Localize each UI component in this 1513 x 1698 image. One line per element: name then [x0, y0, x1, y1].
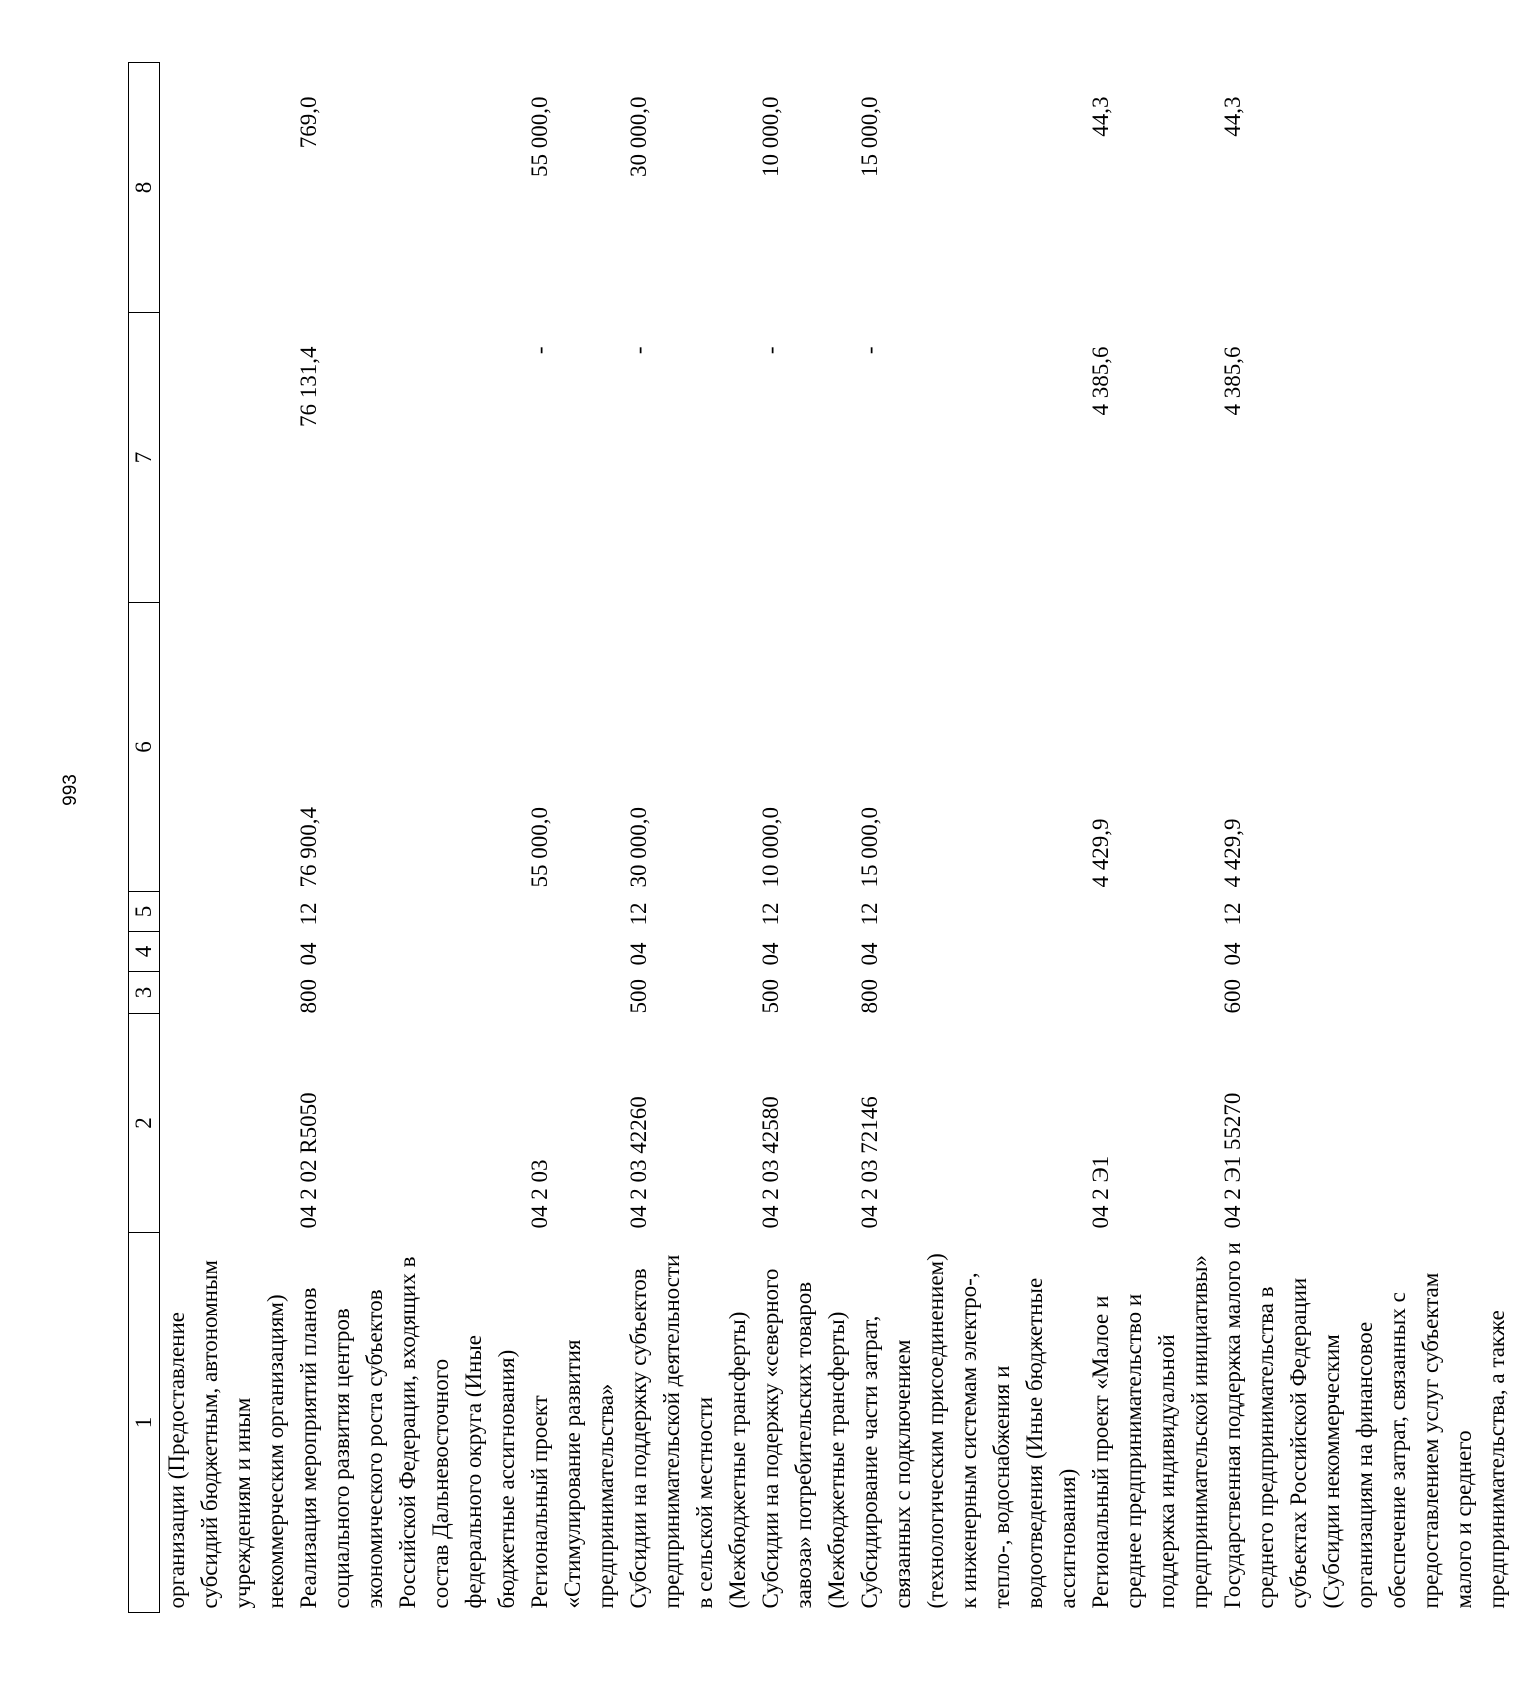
row-col8: 44,3 [1220, 96, 1245, 137]
table-row [160, 63, 293, 1613]
row-code [160, 1014, 293, 1233]
row-col8: 30 000,0 [626, 96, 651, 177]
table-row [523, 63, 622, 1613]
row-col5: 12 [626, 902, 651, 926]
column-header: 8 [129, 63, 160, 313]
row-col6 [160, 603, 293, 892]
table-row [292, 63, 523, 1613]
column-header: 3 [129, 972, 160, 1014]
row-name: Субсидии на поддержку субъектов предпринимательской деятельности в сельской местности (Межбюджетные трансферты) [626, 1254, 750, 1609]
row-col8: 15 000,0 [857, 96, 882, 177]
column-header: 6 [129, 603, 160, 892]
row-col3: 500 [626, 979, 651, 1014]
column-header: 1 [129, 1233, 160, 1613]
table-row [1084, 63, 1216, 1613]
row-code: 04 2 03 42260 [626, 1096, 651, 1229]
row-col4: 04 [296, 942, 321, 966]
row-code: 04 2 03 [527, 1159, 552, 1229]
row-col5: 12 [296, 902, 321, 926]
row-code: 04 2 02 R5050 [296, 1092, 321, 1229]
row-col6: 15 000,0 [857, 807, 882, 888]
budget-table-page [128, 63, 1509, 1613]
row-name: Региональный проект «Малое и среднее предпринимательство и поддержка индивидуальной предпринимательской инициативы» [1088, 1255, 1212, 1609]
row-col3 [523, 972, 622, 1014]
row-col3: 800 [857, 979, 882, 1014]
page-number: 993 [60, 774, 81, 806]
row-col3 [1084, 972, 1216, 1014]
table-row [622, 63, 754, 1613]
row-code: 04 2 Э1 55270 [1220, 1092, 1245, 1229]
table-row [754, 63, 853, 1613]
row-col4: 04 [758, 942, 783, 966]
row-name: Реализация мероприятий планов социального развития центров экономического роста субъектов Российской Федерации, входящих в состав Дальневосточного федерального округа (Иные бюджетные ассигнования) [296, 1256, 519, 1609]
row-col6: 55 000,0 [527, 807, 552, 888]
row-col5 [523, 892, 622, 932]
row-code: 04 2 03 72146 [857, 1096, 882, 1229]
row-name: Региональный проект «Стимулирование развития предпринимательства» [527, 1339, 618, 1609]
row-col7: 4 385,6 [1220, 346, 1245, 416]
row-col5 [1084, 892, 1216, 932]
row-col5: 12 [1220, 902, 1245, 926]
row-col5: 12 [758, 902, 783, 926]
table-row [1216, 63, 1513, 1613]
row-col7: 4 385,6 [1088, 346, 1113, 416]
row-col8: 44,3 [1088, 96, 1113, 137]
row-col8: 769,0 [296, 96, 321, 149]
row-col8: 55 000,0 [527, 96, 552, 177]
row-col4: 04 [626, 942, 651, 966]
row-col4 [1084, 932, 1216, 972]
budget-table [128, 62, 1513, 1613]
column-header: 2 [129, 1014, 160, 1233]
row-col6: 4 429,9 [1088, 818, 1113, 888]
row-col6: 10 000,0 [758, 807, 783, 888]
row-col7 [160, 313, 293, 603]
row-col3: 800 [296, 979, 321, 1014]
row-col4: 04 [1220, 942, 1245, 966]
row-col4: 04 [857, 942, 882, 966]
row-col7: - [527, 346, 552, 355]
row-col5: 12 [857, 902, 882, 926]
row-name: Субсидирование части затрат, связанных с подключением (технологическим присоединением) к инженерным системам электро-, тепло-, водоснабжения и водоотведения (Иные бюджетные ассигнования) [857, 1253, 1080, 1609]
row-col7: - [857, 346, 882, 355]
row-col6: 4 429,9 [1220, 818, 1245, 888]
row-name: Государственная поддержка малого и среднего предпринимательства в субъектах Российской Федерации (Субсидии некоммерческим организациям на финансовое обеспечение затрат, связанных с предоставлением услуг субъектам малого и среднего предпринимательства, а также [1220, 1242, 1509, 1609]
row-col5 [160, 892, 293, 932]
row-col6: 30 000,0 [626, 807, 651, 888]
table-row [853, 63, 1084, 1613]
row-col8 [160, 63, 293, 313]
row-col8: 10 000,0 [758, 96, 783, 177]
row-col3: 600 [1220, 979, 1245, 1014]
row-code: 04 2 03 42580 [758, 1096, 783, 1229]
row-col3: 500 [758, 979, 783, 1014]
row-col7: - [758, 346, 783, 355]
row-name: организации (Предоставление субсидий бюджетным, автономным учреждениям и иным некоммерческим организациям) [164, 1260, 288, 1609]
header-row [129, 63, 160, 1613]
row-col4 [160, 932, 293, 972]
column-header: 7 [129, 313, 160, 603]
row-col3 [160, 972, 293, 1014]
row-col7: - [626, 346, 651, 355]
column-header: 5 [129, 892, 160, 932]
column-header: 4 [129, 932, 160, 972]
row-code: 04 2 Э1 [1088, 1155, 1113, 1229]
row-col7: 76 131,4 [296, 346, 321, 427]
row-col4 [523, 932, 622, 972]
row-name: Субсидии на подержку «северного завоза» потребительских товаров (Межбюджетные трансферты) [758, 1268, 849, 1609]
row-col6: 76 900,4 [296, 807, 321, 888]
